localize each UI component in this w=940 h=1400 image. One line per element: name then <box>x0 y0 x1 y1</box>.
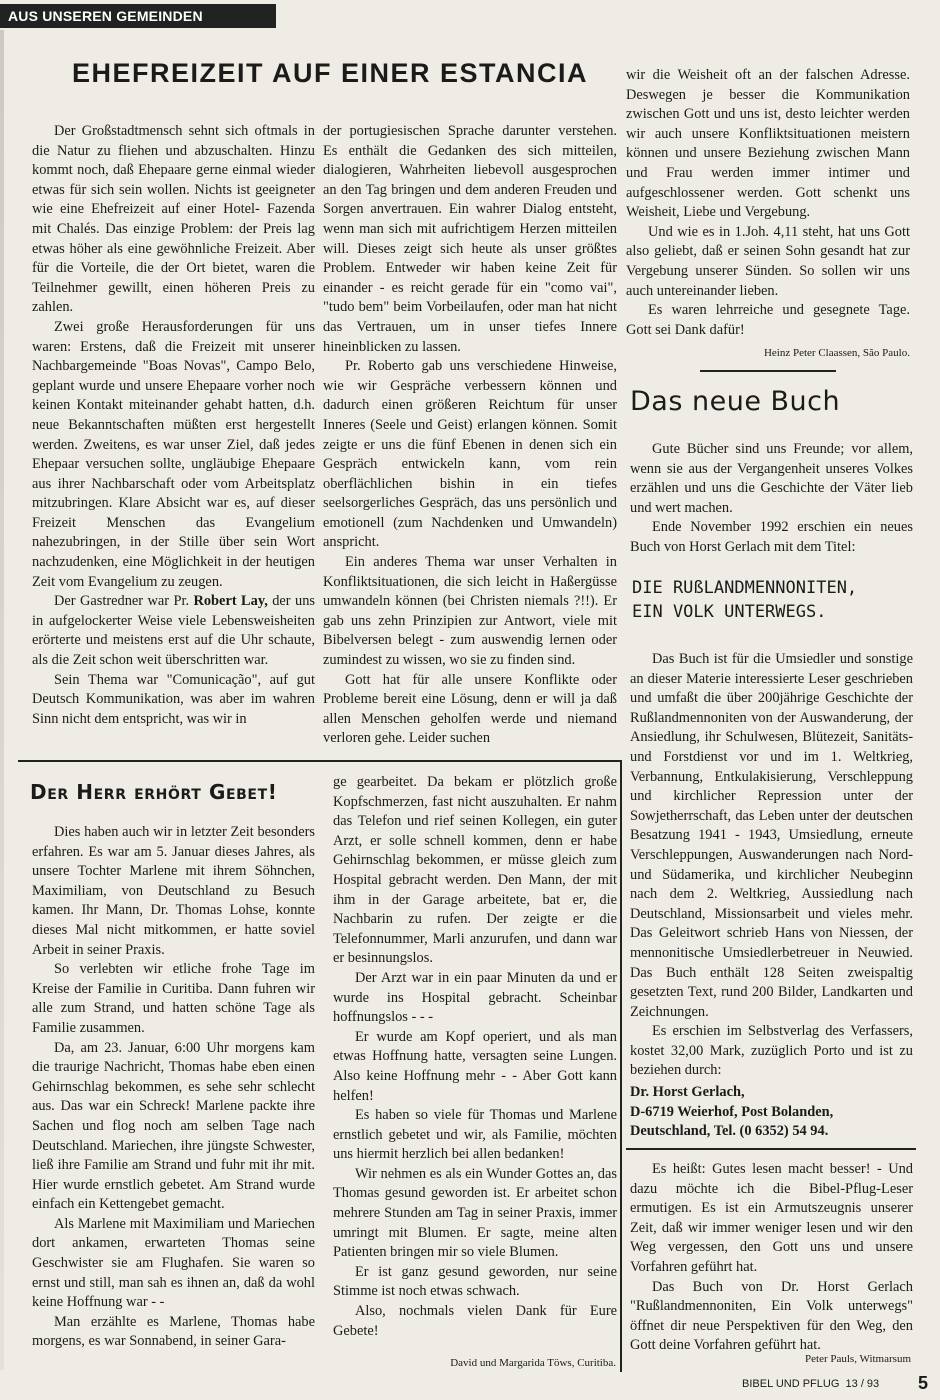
book-title: DIE RUßLANDMENNONITEN, EIN VOLK UNTERWEGS. <box>632 578 858 622</box>
footer <box>742 1378 879 1390</box>
article1-column-2 <box>323 122 617 749</box>
paragraph: Da, am 23. Januar, 6:00 Uhr morgens kam die traurige Nachricht, Thomas habe eben einen Gehirnschlag bekommen, es sehe sehr schlecht aus. Das war ein Schreck! Marlene packte ihre Sachen und flog noch am selben Tage nach Deutschland. Mariechen, ihre jüngste Schwester, ließ ihre Familie am Strand und fuhr mit ihr mit. Hier wurde ernstlich gebetet. Am Strand wurde einfach ein Kettengebet gemacht. <box>32 1039 315 1213</box>
article3-signature: Peter Pauls, Witmarsum <box>805 1353 911 1365</box>
paragraph: Der Arzt war in ein paar Minuten da und er wurde ins Hospital gebracht. Scheinbar hoffnungslos - - - <box>333 969 617 1026</box>
article3-body <box>630 650 913 1142</box>
paragraph: Sein Thema war "Comunicação", auf gut Deutsch Kommunikation, was aber im wahren Sinn nicht dem entspricht, was wir in <box>32 671 315 727</box>
speaker-name: Robert Lay, <box>193 593 268 610</box>
paragraph: Das Buch ist für die Umsiedler und sonstige an dieser Materie interessierte Leser geschrieben und umfaßt die über 200jährige Geschichte der Rußlandmennoniten von der Auswanderung, der Ansiedlung, ihr Schulwesen, Blütezeit, Sanitäts- und Forstdienst vor und im 1. Weltkrieg, Verbannung, Entkulakisierung, Verschleppung und kirchlicher Repression unter der Sowjetherrschaft, das Leben unter der deutschen Besatzung 1941 - 1943, Umsiedlung, erneute Verschleppungen, Auswanderungen nach Nord- und Südamerika, und kirchlicher Neubeginn nach dem 2. Weltkrieg, Aussiedlung nach Deutschland, Missionsarbeit und vieles mehr. Das Geleitwort schrieb Hans von Niessen, der mennonitische Umsiedlerbetreuer in Neuwied. Das Buch enthält 128 Seiten zweispaltig gesetzten Text, rund 200 Bilder, Landkarten und Zeichnungen. <box>630 651 913 1020</box>
paragraph: Der Gastredner war Pr. Robert Lay, der uns in aufgelockerter Weise viele Lebensweisheiten erörterte und meistens erst auf die Uhr schaute, als die Zeit schon weit überschritten war. <box>32 593 315 669</box>
article1-title: EHEFREIZEIT AUF EINER ESTANCIA <box>72 58 589 88</box>
paragraph: ge gearbeitet. Da bekam er plötzlich große Kopfschmerzen, fast nicht auszuhalten. Er nahm das Telefon und rief seinen Kollegen, ein guter Arzt, er solle schnell kommen, denn er habe Gehirnschlag bekommen, er müsse gleich zum Hospital gebracht werden. Den Mann, der mit ihm in der Garage arbeitete, bat er, die Nachbarin zu rufen. Der zeigte er die Telefonnummer, Marli anzurufen, und dann war er besinnungslos. <box>333 774 617 967</box>
paragraph: Dies haben auch wir in letzter Zeit besonders erfahren. Es war am 5. Januar dieses Jahres, als unsere Tochter Marlene mit ihrem Söhnchen, Maximiliam, von Deutschland zu Besuch kamen. Ihr Mann, Dr. Thomas Lohse, konnte dieses Mal nicht mitkommen, er hatte soviel Arbeit in seiner Praxis. <box>32 824 315 958</box>
paragraph: der portugiesischen Sprache darunter verstehen. Es enthält die Gedanken des sich mitteilen, dialogieren, Wahrheiten liebevoll ausgesprochen an den Tag bringen und dem anderen Freuden und Sorgen anvertrauen. Ein wahrer Dialog entsteht, wenn man sich mit aufrichtigem Herzen mitteilen will. Dieses zeigt sich heute als unser größtes Problem. Entweder wir haben keine Zeit für einander - es reicht gerade für ein "como vai", "tudo bem" beim Vorbeilaufen, oder man hat nicht das Vertrauen, um in unser tiefes Innere hineinblicken zu lassen. <box>323 123 617 355</box>
article2-title: Der Herr erhört Gebet! <box>30 780 278 804</box>
article2-signature: David und Margarida Töws, Curitiba. <box>450 1357 616 1369</box>
paragraph: Als Marlene mit Maximiliam und Mariechen dort ankamen, erwarteten Thomas seine Geschwister sie am Flughafen. Sie waren so ernst und still, man sah es ihnen an, daß da wohl keine Hoffnung war - - <box>32 1215 315 1311</box>
article1-column-1 <box>32 122 315 729</box>
article3-title: Das neue Buch <box>630 386 841 417</box>
paragraph: wir die Weisheit oft an der falschen Adresse. Deswegen je besser die Kommunikation zwischen Gott und uns ist, desto leichter werden wir auch unsere Konfliktsituationen meistern können und unsere Beziehung zwischen Mann und Frau werden immer intimer und aufgeschlossener werden. Gott schenkt uns Weisheit, Liebe und Vergebung. <box>626 67 910 221</box>
box-top-border <box>18 760 621 762</box>
address-block: Dr. Horst Gerlach, D-6719 Weierhof, Post Bolanden, Deutschland, Tel. (0 6352) 54 94. <box>630 1084 834 1140</box>
paragraph: Es erschien im Selbstverlag des Verfassers, kostet 32,00 Mark, zuzüglich Porto und ist zu beziehen durch: <box>630 1023 913 1079</box>
paragraph: Gott hat für alle unsere Konflikte oder Probleme bereit eine Lösung, denn er will ja daß allen Menschen geholfen werde und niemand verloren gehe. Leider suchen <box>323 671 617 747</box>
paragraph: Wir nehmen es als ein Wunder Gottes an, das Thomas gesund geworden ist. Er arbeitet schon mehrere Stunden am Tag in seiner Praxis, immer umringt mit Blumen. Er sagte, meine alten Patienten bringen mir so viele Blumen. <box>333 1165 617 1261</box>
article1-signature: Heinz Peter Claassen, São Paulo. <box>763 347 910 360</box>
box-right-border <box>620 760 622 1372</box>
paragraph: Ein anderes Thema war unser Verhalten in Konfliktsituationen, die sich leicht in Haßergüsse umwandeln können (bei Christen niemals ?!!). Er gab uns zehn Prinzipien zur Antwort, viele mit Bibelversen belegt - zum auswendig lernen oder zumindest zu wissen, wo sie zu finden sind. <box>323 554 617 669</box>
paragraph: Und wie es in 1.Joh. 4,11 steht, hat uns Gott also geliebt, daß er seinen Sohn gesandt hat zur Vergebung unserer Sünden. So sollen wir uns auch untereinander lieben. <box>626 223 910 299</box>
paragraph: Er wurde am Kopf operiert, und als man etwas Hoffnung hatte, versagten seine Lungen. Also keine Hoffnung mehr - - Aber Gott kann helfen! <box>333 1028 617 1104</box>
article2-column-2 <box>333 773 617 1341</box>
article2-column-1 <box>32 823 315 1352</box>
page-number: 5 <box>918 1373 929 1393</box>
magazine-name: BIBEL UND PFLUG <box>742 1378 840 1390</box>
divider <box>700 370 836 372</box>
paragraph: Es heißt: Gutes lesen macht besser! - Und dazu möchte ich die Bibel-Pflug-Leser ermutigen. Es ist ein Armutszeugnis unserer Zeit, daß wir immer weniger lesen und wir den Weg vergessen, den Gott uns und unsere Vorfahren geführt hat. <box>630 1161 913 1275</box>
divider <box>626 1148 916 1150</box>
paragraph: Das Buch von Dr. Horst Gerlach "Rußlandmennoniten, Ein Volk unterwegs" öffnet dir neue Perspektiven für den Weg, den Gott deine Vorfahren geführt hat. <box>630 1278 913 1354</box>
page-edge-shadow <box>0 30 4 1370</box>
paragraph: Pr. Roberto gab uns verschiedene Hinweise, wie wir Gespräche verbessern können und dadurch einen größeren Reichtum für unser Inneres (Seele und Geist) erlangen können. Somit zeigte er uns die fünf Ebenen in denen sich ein Gespräch entwickeln kann, vom rein oberflächlichen bishin in ein tiefes seelsorgerliches Gespräch, das uns persönlich und emotionell (zum Nachdenken und Umwandeln) anspricht. <box>323 358 617 551</box>
paragraph: Ende November 1992 erschien ein neues Buch von Horst Gerlach mit dem Titel: <box>630 519 913 555</box>
article3-closing <box>630 1160 913 1356</box>
paragraph: Es haben so viele für Thomas und Marlene ernstlich gebetet und wir, als Familie, möchten uns hiermit herzlich bei allen bedanken! <box>333 1107 617 1163</box>
paragraph: Er ist ganz gesund geworden, nur seine Stimme ist noch etwas schwach. <box>333 1263 617 1300</box>
issue-number: 13 / 93 <box>845 1378 880 1390</box>
paragraph: Gute Bücher sind uns Freunde; vor allem, wenn sie aus der Vergangenheit unseres Volkes erzählen und uns die Geschichte der Väter lieb und wert machen. <box>630 441 913 516</box>
paragraph: So verlebten wir etliche frohe Tage im Kreise der Familie in Curitiba. Dann fuhren wir alle zum Strand, und hatten schöne Tage als Familie zusammen. <box>32 961 315 1036</box>
paragraph: Also, nochmals vielen Dank für Eure Gebete! <box>333 1303 617 1339</box>
paragraph: Der Großstadtmensch sehnt sich oftmals in die Natur zu fliehen und abzuschalten. Hinzu kommt noch, daß Ehepaare gerne einmal wieder etwas für sich sein wollen. Nichts ist geeigneter wie eine Ehefreizeit auf einer Hotel- Fazenda mit Chalés. Das einzige Problem: der Preis lag etwas höher als eine gewöhnliche Freizeit. Aber für die Vorteile, die der Ort bietet, waren die Teilnehmer gewillt, einen höheren Preis zu zahlen. <box>32 123 315 316</box>
article1-column-3 <box>626 66 910 360</box>
paragraph: Es waren lehrreiche und gesegnete Tage. Gott sei Dank dafür! <box>626 302 910 338</box>
paragraph: Zwei große Herausforderungen für uns waren: Erstens, daß die Freizeit mit unserer Nachbargemeinde "Boas Novas", Campo Belo, geplant wurde und unsere Ehepaare vorher noch keinen Kontakt miteinander gehabt hatten, d.h. neue Bekanntschaften müßten erst hergestellt werden. Zweitens, es war unser Ziel, daß jedes Ehepaar versuchen sollte, ungläubige Ehepaare aus ihrer Nachbarschaft oder vom Arbeitsplatz mitzubringen. Klare Absicht war es, auf dieser Freizeit Menschen das Evangelium nahezubringen, in der Stille über sein Wort nachzudenken, eine Möglichkeit in der heutigen Zeit vom Evangelium zu zeugen. <box>32 318 315 590</box>
paragraph: Man erzählte es Marlene, Thomas habe morgens, es war Sonnabend, in seiner Gara- <box>32 1313 315 1350</box>
section-tag: AUS UNSEREN GEMEINDEN <box>0 4 276 28</box>
article3-intro <box>630 440 913 558</box>
